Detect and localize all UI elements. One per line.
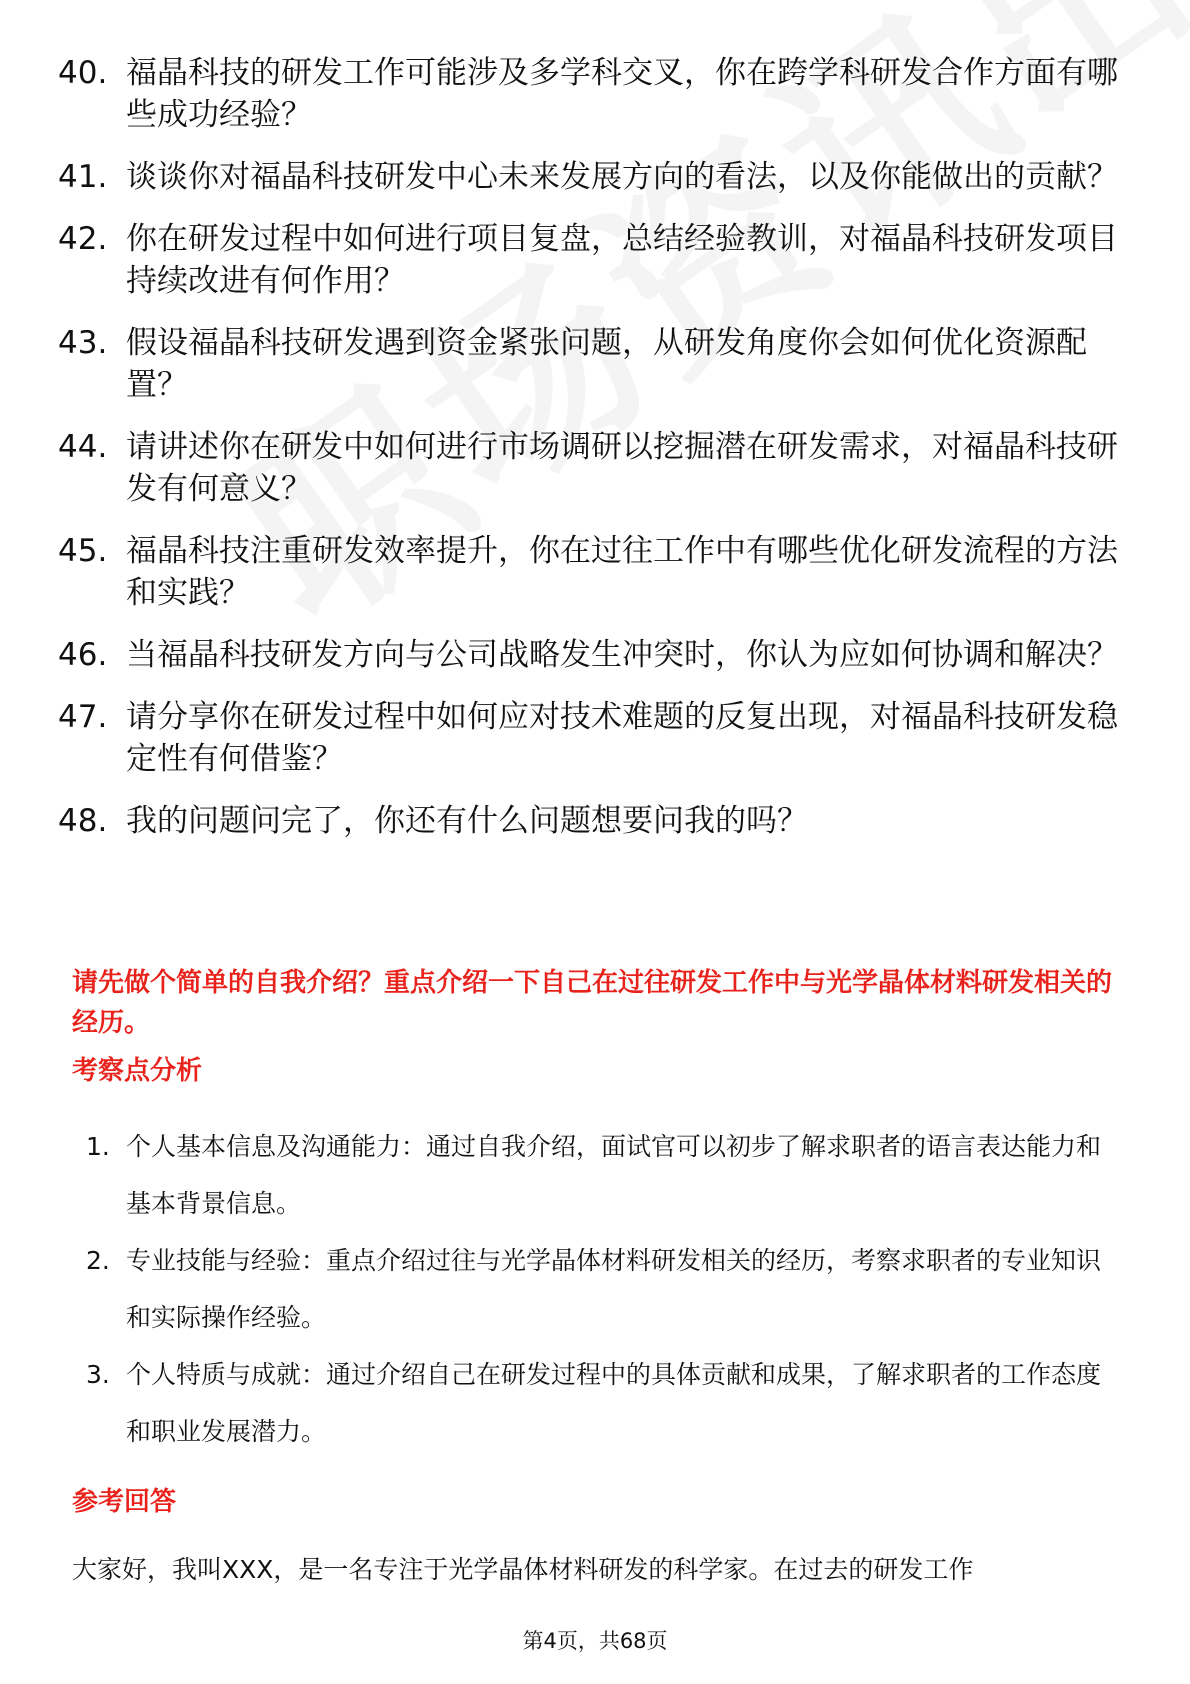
question-number: 45.	[58, 533, 108, 569]
page-footer: 第4页，共68页	[522, 1629, 668, 1653]
question-text: 假设福晶科技研发遇到资金紧张问题，从研发角度你会如何优化资源配置？	[126, 325, 1087, 403]
reference-title: 参考回答	[72, 1487, 177, 1517]
highlight-question: 请先做个简单的自我介绍？重点介绍一下自己在过往研发工作中与光学晶体材料研发相关的经历。	[72, 968, 1113, 1038]
question-item	[58, 634, 1128, 676]
question-text: 谈谈你对福晶科技研发中心未来发展方向的看法，以及你能做出的贡献？	[126, 159, 1118, 195]
analysis-number: 2.	[86, 1246, 110, 1275]
analysis-text: 专业技能与经验：重点介绍过往与光学晶体材料研发相关的经历，考察求职者的专业知识和实际操作经验。	[126, 1246, 1102, 1332]
question-number: 46.	[58, 637, 108, 673]
question-number: 41.	[58, 159, 108, 195]
analysis-item	[86, 1118, 1120, 1232]
question-item	[58, 322, 1128, 406]
question-item	[58, 52, 1128, 136]
analysis-item	[86, 1346, 1120, 1460]
question-list	[58, 52, 1128, 862]
analysis-text: 个人特质与成就：通过介绍自己在研发过程中的具体贡献和成果，了解求职者的工作态度和职业发展潜力。	[126, 1360, 1102, 1446]
question-number: 43.	[58, 325, 108, 361]
question-text: 当福晶科技研发方向与公司战略发生冲突时，你认为应如何协调和解决？	[126, 637, 1118, 673]
question-item	[58, 156, 1128, 198]
analysis-title: 考察点分析	[72, 1056, 203, 1086]
question-item	[58, 426, 1128, 510]
reference-answer: 大家好，我叫XXX，是一名专注于光学晶体材料研发的科学家。在过去的研发工作	[72, 1555, 974, 1584]
analysis-number: 1.	[86, 1132, 110, 1161]
question-text: 请讲述你在研发中如何进行市场调研以挖掘潜在研发需求，对福晶科技研发有何意义？	[126, 429, 1118, 507]
question-item	[58, 530, 1128, 614]
analysis-list	[86, 1118, 1120, 1460]
analysis-item	[86, 1232, 1120, 1346]
question-number: 42.	[58, 221, 108, 257]
analysis-number: 3.	[86, 1360, 110, 1389]
question-number: 44.	[58, 429, 108, 465]
question-number: 47.	[58, 699, 108, 735]
analysis-text: 个人基本信息及沟通能力：通过自我介绍，面试官可以初步了解求职者的语言表达能力和基本背景信息。	[126, 1132, 1102, 1218]
question-text: 福晶科技注重研发效率提升，你在过往工作中有哪些优化研发流程的方法和实践？	[126, 533, 1118, 611]
question-number: 40.	[58, 55, 108, 91]
question-number: 48.	[58, 803, 108, 839]
question-text: 你在研发过程中如何进行项目复盘，总结经验教训，对福晶科技研发项目持续改进有何作用？	[126, 221, 1118, 299]
question-text: 请分享你在研发过程中如何应对技术难题的反复出现，对福晶科技研发稳定性有何借鉴？	[126, 699, 1118, 777]
question-text: 我的问题问完了，你还有什么问题想要问我的吗？	[126, 803, 808, 839]
question-item	[58, 696, 1128, 780]
question-item	[58, 218, 1128, 302]
question-text: 福晶科技的研发工作可能涉及多学科交叉，你在跨学科研发合作方面有哪些成功经验？	[126, 55, 1118, 133]
question-item	[58, 800, 1128, 842]
